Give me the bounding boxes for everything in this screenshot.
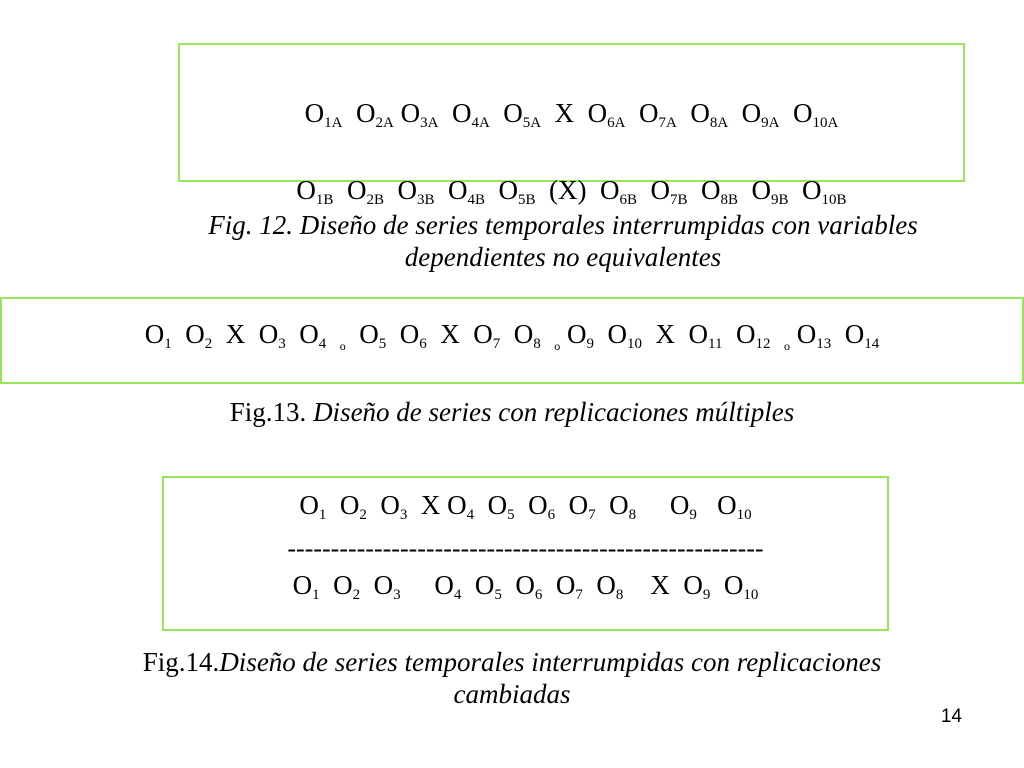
observation: $O_7$ bbox=[568, 490, 596, 523]
fig12-row-a bbox=[180, 98, 963, 131]
fig12-caption bbox=[118, 209, 1008, 273]
observation: $O_2$ bbox=[333, 570, 361, 603]
observation: $O_9$ bbox=[567, 319, 595, 352]
observation: $O_{1B}$ bbox=[296, 175, 334, 208]
observation: $O_8$ bbox=[513, 319, 541, 352]
observation: $O_{2A}$ bbox=[356, 98, 394, 131]
fig12-row-b bbox=[180, 175, 963, 208]
removal-mark: o bbox=[339, 339, 346, 353]
observation: $O_{10A}$ bbox=[793, 98, 839, 131]
observation: $O_{7A}$ bbox=[638, 98, 677, 131]
observation: $O_{6B}$ bbox=[599, 175, 637, 208]
observation: $O_1$ bbox=[292, 570, 320, 603]
fig14-design-box bbox=[162, 476, 889, 631]
observation: $O_{2B}$ bbox=[346, 175, 384, 208]
observation: $O_{4B}$ bbox=[447, 175, 485, 208]
observation: $O_7$ bbox=[473, 319, 501, 352]
fig12-caption-prefix: Fig. 12. bbox=[208, 210, 300, 240]
removal-mark: o bbox=[783, 339, 790, 353]
fig14-row-bottom bbox=[164, 570, 887, 603]
observation: $O_{10}$ bbox=[723, 570, 759, 603]
treatment-mark: X bbox=[554, 98, 575, 128]
observation: $O_{13}$ bbox=[796, 319, 832, 352]
slide-number: 14 bbox=[940, 706, 962, 727]
fig14-caption bbox=[40, 646, 984, 710]
observation: $O_8$ bbox=[596, 570, 624, 603]
removal-mark: o bbox=[554, 339, 561, 353]
fig12-design-box bbox=[178, 43, 965, 208]
observation: $O_{10B}$ bbox=[802, 175, 847, 208]
treatment-mark: X bbox=[440, 319, 460, 349]
observation: $O_5$ bbox=[487, 490, 515, 523]
fig13-row bbox=[2, 319, 1022, 353]
treatment-mark: X bbox=[420, 490, 441, 520]
observation: $O_2$ bbox=[185, 319, 213, 352]
fig13-design-box bbox=[0, 297, 1024, 384]
observation: $O_6$ bbox=[528, 490, 556, 523]
observation: $O_{11}$ bbox=[688, 319, 723, 352]
observation: $O_3$ bbox=[373, 570, 401, 603]
observation: $O_8$ bbox=[609, 490, 637, 523]
observation: $O_{5B}$ bbox=[498, 175, 536, 208]
fig13-caption bbox=[0, 396, 1024, 428]
observation: $O_1$ bbox=[144, 319, 172, 352]
observation: $O_{3B}$ bbox=[397, 175, 435, 208]
observation: $O_3$ bbox=[258, 319, 286, 352]
observation: $O_{1A}$ bbox=[304, 98, 343, 131]
observation: $O_{4A}$ bbox=[451, 98, 490, 131]
observation: $O_{9B}$ bbox=[751, 175, 789, 208]
observation: $O_6$ bbox=[399, 319, 427, 352]
observation: $O_{3A}$ bbox=[400, 98, 439, 131]
observation: $O_4$ bbox=[447, 490, 475, 523]
fig12-caption-line1: Diseño de series temporales interrumpidas con variables bbox=[299, 210, 918, 240]
observation: $O_5$ bbox=[359, 319, 387, 352]
fig13-caption-text: Diseño de series con replicaciones múltiples bbox=[313, 397, 795, 427]
observation: $O_9$ bbox=[669, 490, 697, 523]
treatment-mark: X bbox=[655, 319, 676, 349]
observation: $O_7$ bbox=[555, 570, 583, 603]
observation: $O_{7B}$ bbox=[650, 175, 688, 208]
observation: $O_{8B}$ bbox=[701, 175, 739, 208]
fig14-divider: ------------------------------------------------------- bbox=[287, 536, 764, 562]
observation: $O_3$ bbox=[380, 490, 408, 523]
fig14-row-top bbox=[164, 490, 887, 523]
observation: $O_2$ bbox=[339, 490, 367, 523]
fig13-caption-prefix: Fig.13. bbox=[229, 397, 314, 427]
observation: $O_4$ bbox=[434, 570, 462, 603]
observation: $O_4$ bbox=[299, 319, 327, 352]
fig14-caption-line1: Diseño de series temporales interrumpidas con replicaciones bbox=[219, 647, 882, 677]
observation: $O_{14}$ bbox=[844, 319, 880, 352]
observation: $O_{12}$ bbox=[735, 319, 771, 352]
observation: $O_{5A}$ bbox=[503, 98, 542, 131]
observation: $O_{9A}$ bbox=[741, 98, 780, 131]
fig14-caption-prefix: Fig.14. bbox=[142, 647, 220, 677]
treatment-mark: X bbox=[650, 570, 670, 600]
treatment-mark: (X) bbox=[549, 175, 587, 205]
treatment-mark: X bbox=[225, 319, 246, 349]
fig14-caption-line2: cambiadas bbox=[453, 679, 571, 709]
observation: $O_9$ bbox=[683, 570, 711, 603]
observation: $O_{8A}$ bbox=[690, 98, 729, 131]
observation: $O_{10}$ bbox=[607, 319, 643, 352]
observation: $O_{6A}$ bbox=[587, 98, 626, 131]
observation: $O_6$ bbox=[515, 570, 543, 603]
observation: $O_5$ bbox=[474, 570, 502, 603]
fig12-caption-line2: dependientes no equivalentes bbox=[404, 242, 722, 272]
observation: $O_{10}$ bbox=[717, 490, 752, 523]
observation: $O_1$ bbox=[299, 490, 327, 523]
